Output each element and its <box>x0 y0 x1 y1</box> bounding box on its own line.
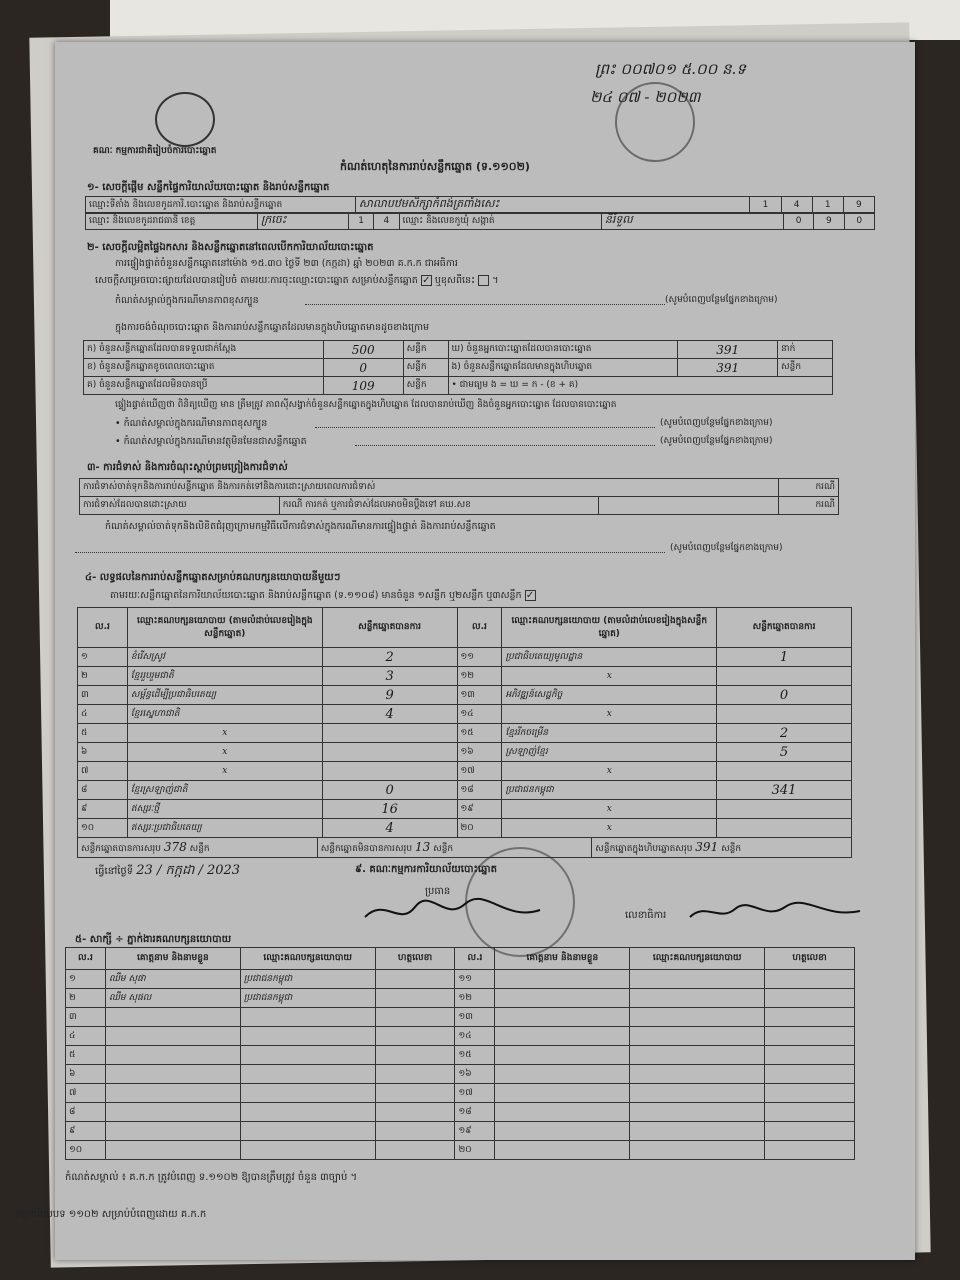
chair-label: ប្រធាន <box>425 886 451 897</box>
witness-row <box>66 1084 855 1103</box>
witness-name <box>495 1084 630 1103</box>
count-label: ឃ) ចំនួនអ្នកបោះឆ្នោតដែលបានបោះឆ្នោត <box>448 341 678 359</box>
count-formula: • ជាមធ្យម ង = ឃ = ក - (ខ + គ) <box>448 377 832 395</box>
party-votes: 4 <box>322 819 457 838</box>
witness-party <box>630 1122 765 1141</box>
nec-logo-icon <box>155 92 215 147</box>
count-label: គ) ចំនួនសន្លឹកឆ្នោតដែលមិនបានប្រើ <box>84 377 324 395</box>
location-label: ឈ្មោះទីតាំង និងលេខកូដការិ.បោះឆ្នោត និងរាប់សន្លឹកឆ្នោត <box>86 197 356 214</box>
party-votes <box>717 819 852 838</box>
section5-heading: ៥- សាក្សី ÷ ភ្នាក់ងារគណបក្សនយោបាយ <box>75 934 232 945</box>
party-name: ខ្មែរស្នេហាជាតិ <box>127 705 322 724</box>
section4-heading: ៤- លទ្ធផលនៃការរាប់សន្លឹកឆ្នោតសម្រាប់គណបក្សនយោបាយនីមួយៗ <box>85 572 341 583</box>
checkbox-yes-label: ឬខុសពីនេះ <box>434 275 476 286</box>
handwritten-date: ២៤ ០៧ - ២០២៣ <box>590 88 701 106</box>
witness-party <box>240 1103 375 1122</box>
witness-signature <box>765 1046 855 1065</box>
section1-table-row2 <box>85 212 875 230</box>
col-votes: សន្លឹកឆ្នោតបានការ <box>717 608 852 648</box>
party-name: ឥស្សរៈប្រជាធិបតេយ្យ <box>127 819 322 838</box>
chair-signature-icon <box>355 892 555 932</box>
row-no: ១៩ <box>457 800 502 819</box>
witness-party: ប្រជាជនកម្ពុជា <box>240 989 375 1008</box>
row-no: ២០ <box>457 819 502 838</box>
row-no: ២ <box>78 667 128 686</box>
witness-no: ១២ <box>455 989 495 1008</box>
row-no: ៧ <box>78 762 128 781</box>
witness-col-party: ឈ្មោះគណបក្សនយោបាយ <box>630 948 765 970</box>
checkbox-yes[interactable]: ✓ <box>422 275 431 286</box>
witness-no: ១៩ <box>455 1122 495 1141</box>
party-name: x <box>502 705 717 724</box>
party-name: x <box>502 800 717 819</box>
count-value: 0 <box>323 359 403 377</box>
witness-signature <box>375 1084 455 1103</box>
party-votes: 1 <box>717 648 852 667</box>
witness-row <box>66 1122 855 1141</box>
check-note: ផ្ទៀងផ្ទាត់ឃើញថា ពិនិត្យឃើញ មាន ត្រឹមត្រូវ ភាពស៊ីសង្វាក់ចំនួនសន្លឹកឆ្នោតក្នុងហិបឆ្នោត ដែលបានរាប់ឃើញ និងចំនួនអ្នកបោះឆ្នោត ដែលបានបោះឆ្នោត <box>115 400 617 410</box>
checkbox-no[interactable] <box>478 275 489 286</box>
party-votes: 16 <box>322 800 457 819</box>
party-name: ឥស្សរៈថ្មី <box>127 800 322 819</box>
party-name: ប្រជាធិបតេយ្យមូលដ្ឋាន <box>502 648 717 667</box>
party-votes: 4 <box>322 705 457 724</box>
result-row <box>78 705 852 724</box>
code-digit: 1 <box>750 197 781 214</box>
col-votes: សន្លឹកឆ្នោតបានការ <box>322 608 457 648</box>
total-valid-cell <box>78 838 318 858</box>
secretary-signature-icon <box>685 897 865 927</box>
witness-party <box>630 1065 765 1084</box>
witness-name <box>105 1103 240 1122</box>
witness-signature <box>765 1084 855 1103</box>
fill-note: (សូមបំពេញបន្ថែមផ្នែកខាងក្រោម) <box>665 295 778 305</box>
party-votes: 3 <box>322 667 457 686</box>
checkbox-no-label: ។ <box>492 275 499 286</box>
result-row <box>78 724 852 743</box>
witness-name <box>105 1046 240 1065</box>
bullet-foreign-objects: • កំណត់សម្គាល់ក្នុងករណីមានវត្ថុមិនមែនជាសន្លឹកឆ្នោត <box>115 436 307 447</box>
witness-signature <box>765 989 855 1008</box>
form-sheet <box>15 42 915 1260</box>
section3-heading: ៣- ការជំទាស់ និងការចំណុះស្តាប់ព្រមព្រៀងការជំទាស់ <box>87 462 288 473</box>
date-row <box>95 862 240 881</box>
total-valid-value: 378 <box>163 839 187 854</box>
party-name: អភិវឌ្ឍន៍សេដ្ឋកិច្ច <box>502 686 717 705</box>
witness-party <box>630 1103 765 1122</box>
complaints-table <box>79 478 839 515</box>
province-label: ឈ្មោះ និងលេខកូដរាជធានី ខេត្ត <box>86 213 258 230</box>
witness-name <box>105 1084 240 1103</box>
witness-col-name: គោត្តនាម និងនាមខ្លួន <box>105 948 240 970</box>
witness-signature <box>765 1008 855 1027</box>
bullet-irregularity: • កំណត់សម្គាល់ក្នុងករណីមានភាពខុសក្បួន <box>115 418 268 429</box>
party-name: សម្ព័ន្ធដើម្បីប្រជាធិបតេយ្យ <box>127 686 322 705</box>
witness-party <box>630 970 765 989</box>
row-no: ១០ <box>78 819 128 838</box>
party-votes <box>322 743 457 762</box>
witness-name <box>105 1065 240 1084</box>
witness-signature <box>765 1065 855 1084</box>
party-name: x <box>502 762 717 781</box>
total-invalid-value: 13 <box>414 839 431 854</box>
row-no: ៦ <box>78 743 128 762</box>
party-votes: 9 <box>322 686 457 705</box>
province-value: ក្រចេះ <box>257 213 348 230</box>
party-votes <box>717 705 852 724</box>
witness-name <box>495 1008 630 1027</box>
count-value: 391 <box>678 341 778 359</box>
witness-signature <box>765 970 855 989</box>
results-table <box>77 607 852 838</box>
count-label: ក) ចំនួនសន្លឹកឆ្នោតដែលបានទទួលជាក់ស្តែង <box>84 341 324 359</box>
party-name: x <box>127 743 322 762</box>
table-intro: ក្នុងការចង់ចំណុចបោះឆ្នោត និងការរាប់សន្លឹកឆ្នោតដែលមានក្នុងហិបឆ្នោតមានដូចខាងក្រោម <box>115 322 430 333</box>
witness-name <box>495 1141 630 1160</box>
witness-party <box>240 1084 375 1103</box>
row-no: ៣ <box>78 686 128 705</box>
witness-no: ៨ <box>66 1103 106 1122</box>
party-votes <box>717 800 852 819</box>
result-row <box>78 743 852 762</box>
witness-row <box>66 1141 855 1160</box>
witness-signature <box>765 1122 855 1141</box>
count-label: ង) ចំនួនសន្លឹកឆ្នោតដែលមានក្នុងហិបឆ្នោត <box>448 359 678 377</box>
row-no: ៩ <box>78 800 128 819</box>
witness-no: ១៨ <box>455 1103 495 1122</box>
witness-party <box>630 1027 765 1046</box>
foreign-objects-line[interactable] <box>355 445 655 446</box>
results-body <box>78 648 852 838</box>
witness-signature <box>375 1103 455 1122</box>
witness-name <box>495 1027 630 1046</box>
row-no: ១១ <box>457 648 502 667</box>
reason-label: កំណត់សម្គាល់ក្នុងករណីមានភាពខុសក្បួន <box>115 295 259 306</box>
witness-name <box>495 970 630 989</box>
count-value: 391 <box>678 359 778 377</box>
count-label: ខ) ចំនួនសន្លឹកឆ្នោតខូចពេលបោះឆ្នោត <box>84 359 324 377</box>
count-unit: នាក់ <box>778 341 833 359</box>
witness-signature <box>765 1103 855 1122</box>
sheets-checkbox[interactable]: ✓ <box>525 590 535 601</box>
col-no: ល.រ <box>457 608 502 648</box>
party-name: ខ្មែររួបរួមជាតិ <box>127 667 322 686</box>
witness-no: ៤ <box>66 1027 106 1046</box>
complaints-row2-label: ការជំទាស់ដែលបានដោះស្រាយ <box>80 497 280 515</box>
witness-signature <box>375 1122 455 1141</box>
location-value: សាលាបឋមសិក្សាកំពង់ត្រពាំងសេះ <box>355 197 750 214</box>
witness-party <box>630 1084 765 1103</box>
section2-heading: ២- សេចក្តីលម្អិតផ្ទៃឯកសារ និងសន្លឹកឆ្នោតនៅពេលបើកការិយាល័យបោះឆ្នោត <box>87 242 374 253</box>
witness-signature <box>375 989 455 1008</box>
agency-name: គណៈ កម្មការជាតិរៀបចំការបោះឆ្នោត <box>93 146 217 156</box>
footer-note: កំណត់សម្គាល់ ៖ គ.ក.ក ត្រូវបំពេញ ទ.១១០២ ឱ្យបានត្រឹមត្រូវ ចំនួន ៣ច្បាប់ ។ <box>65 1172 358 1183</box>
row-no: ៨ <box>78 781 128 800</box>
count-value: 109 <box>323 377 403 395</box>
row-no: ១ <box>78 648 128 667</box>
total-invalid-label: សន្លឹកឆ្នោតមិនបានការសរុប <box>320 843 413 854</box>
committee-label: ៩. គណៈកម្មការការិយាល័យបោះឆ្នោត <box>355 864 497 875</box>
section1-heading: ១- សេចក្តីផ្តើម សន្លឹកផ្ទៃការិយាល័យបោះឆ្នោត និងរាប់សន្លឹកឆ្នោត <box>87 182 330 193</box>
witness-signature <box>375 1008 455 1027</box>
witness-signature <box>375 970 455 989</box>
complaints-note: កំណត់សម្គាល់ចាត់ទុកនិងលិខិតជំរុញក្រោមកម្មវិធីលើការជំទាស់ក្នុងករណីមានការផ្ទៀងផ្ទាត់ និងការរាប់សន្លឹកឆ្នោត <box>105 521 496 532</box>
result-row <box>78 781 852 800</box>
witness-row <box>66 1008 855 1027</box>
witness-party <box>240 1008 375 1027</box>
complaints-row2-mid: ករណី ការកត់ ឬការជំទាស់ដែលអាចមិនប្តឹងទៅ គឃ.សខ <box>279 497 599 515</box>
date-label: ធ្វើនៅថ្ងៃទី <box>95 866 134 877</box>
witness-party <box>240 1027 375 1046</box>
total-box-label: សន្លឹកឆ្នោតក្នុងហិបឆ្នោតសរុប <box>595 843 693 854</box>
witness-name <box>495 1103 630 1122</box>
result-row <box>78 648 852 667</box>
party-name: ប្រជាជនកម្ពុជា <box>502 781 717 800</box>
party-votes: 0 <box>322 781 457 800</box>
witness-signature <box>765 1141 855 1160</box>
witness-party <box>630 989 765 1008</box>
witness-no: ៧ <box>66 1084 106 1103</box>
fill-note: (សូមបំពេញបន្ថែមផ្នែកខាងក្រោម) <box>670 543 783 553</box>
col-party: ឈ្មោះគណបក្សនយោបាយ (តាមលំដាប់លេខរៀងក្នុងសន្លឹកឆ្នោត) <box>502 608 717 648</box>
witness-no: ៦ <box>66 1065 106 1084</box>
witness-name <box>495 989 630 1008</box>
row-no: ១៤ <box>457 705 502 724</box>
witness-no: ៩ <box>66 1122 106 1141</box>
witness-row <box>66 970 855 989</box>
count-value: 500 <box>323 341 403 359</box>
party-name: ខំរើសស្រូវ <box>127 648 322 667</box>
witness-party <box>630 1008 765 1027</box>
row-no: ១៧ <box>457 762 502 781</box>
witness-party <box>240 1065 375 1084</box>
witness-no: ១៦ <box>455 1065 495 1084</box>
row-no: ១៥ <box>457 724 502 743</box>
witness-party <box>630 1046 765 1065</box>
commune-value: និរំទួល <box>601 213 783 230</box>
party-votes <box>717 667 852 686</box>
total-invalid-cell <box>317 838 592 858</box>
result-row <box>78 819 852 838</box>
witness-table <box>65 947 855 1160</box>
witness-no: ១០ <box>66 1141 106 1160</box>
section2-line2-text: សេចក្តីសម្រេចបោះផ្សាយដែលបានរៀបចំ តាមរយៈការចុះឈ្មោះបោះឆ្នោត សម្រាប់សន្លឹកឆ្នោត <box>95 275 418 286</box>
witness-signature <box>375 1065 455 1084</box>
witness-no: ៥ <box>66 1046 106 1065</box>
party-name: ខ្មែររីកចម្រើន <box>502 724 717 743</box>
party-name: ខ្មែរស្រឡាញ់ជាតិ <box>127 781 322 800</box>
party-name: x <box>502 667 717 686</box>
result-row <box>78 667 852 686</box>
totals-table <box>77 837 852 858</box>
party-votes: 0 <box>717 686 852 705</box>
official-seal-icon <box>615 82 695 162</box>
witness-row <box>66 989 855 1008</box>
witness-party <box>630 1141 765 1160</box>
party-name: ស្រឡាញ់ខ្មែរ <box>502 743 717 762</box>
count-unit: សន្លឹក <box>778 359 833 377</box>
row-no: ១៦ <box>457 743 502 762</box>
total-box-cell <box>592 838 852 858</box>
total-box-value: 391 <box>695 839 719 854</box>
witness-col-party: ឈ្មោះគណបក្សនយោបាយ <box>240 948 375 970</box>
witness-no: ៣ <box>66 1008 106 1027</box>
section2-line1: ការផ្ទៀងផ្ទាត់ចំនួនសន្លឹកឆ្នោតនៅម៉ោង ១៥.៣០ ថ្ងៃទី ២៣ (កក្កដា) ឆ្នាំ ២០២៣ គ.ក.ក ជាអធិការ <box>115 258 458 269</box>
complaints-row1-count: ករណី <box>779 479 839 497</box>
reason-line[interactable] <box>305 304 665 305</box>
witness-name <box>495 1122 630 1141</box>
commune-label: ឈ្មោះ និងលេខកូឃុំ សង្កាត់ <box>399 213 601 230</box>
section4-intro-text: តាមរយៈសន្លឹកឆ្នោតនៃការិយាល័យបោះឆ្នោត និងរាប់សន្លឹកឆ្នោត (ទ.១១០៨) មានចំនួន ១សន្លឹក ឬ២សន្លឹក ឬ៣សន្លឹក <box>110 590 522 601</box>
witness-no: ១៣ <box>455 1008 495 1027</box>
witness-row <box>66 1065 855 1084</box>
witness-name <box>495 1046 630 1065</box>
complaints-row1-label: ការជំទាស់ចាត់ទុកនិងការរាប់សន្លឹកឆ្នោត និងការកត់ទៅនិងការដោះស្រាយពេលការជំទាស់ <box>80 479 779 497</box>
code-digit: 9 <box>843 197 874 214</box>
fill-note: (សូមបំពេញបន្ថែមផ្នែកខាងក្រោម) <box>660 436 773 446</box>
witness-body <box>66 970 855 1160</box>
witness-signature <box>375 1141 455 1160</box>
party-votes: 341 <box>717 781 852 800</box>
party-votes: 2 <box>717 724 852 743</box>
date-value: 23 / កក្កដា / 2023 <box>136 863 241 878</box>
party-votes: 2 <box>322 648 457 667</box>
row-no: ១២ <box>457 667 502 686</box>
witness-name <box>105 1122 240 1141</box>
complaints-row2-blank <box>599 497 779 515</box>
commune-code: 0 <box>783 213 813 230</box>
party-votes <box>322 762 457 781</box>
total-invalid-unit: សន្លឹក <box>433 843 454 854</box>
code-digit: 4 <box>781 197 812 214</box>
party-votes <box>322 724 457 743</box>
col-party: ឈ្មោះគណបក្សនយោបាយ (តាមលំដាប់លេខរៀងក្នុងសន្លឹកឆ្នោត) <box>127 608 322 648</box>
witness-name <box>105 1027 240 1046</box>
form-title: កំណត់ហេតុនៃការរាប់សន្លឹកឆ្នោត (ទ.១១០២) <box>340 160 530 173</box>
commune-code: 0 <box>844 213 874 230</box>
witness-no: ១៧ <box>455 1084 495 1103</box>
result-row <box>78 800 852 819</box>
result-row <box>78 762 852 781</box>
witness-name <box>495 1065 630 1084</box>
row-no: ៤ <box>78 705 128 724</box>
witness-no: ១៥ <box>455 1046 495 1065</box>
witness-row <box>66 1103 855 1122</box>
handwritten-code: ព្រះ ០០៧០១ ៥.០០ ន.ទ <box>595 60 746 78</box>
total-valid-label: សន្លឹកឆ្នោតបានការសរុប <box>81 843 161 854</box>
witness-col-name: គោត្តនាម និងនាមខ្លួន <box>495 948 630 970</box>
count-table <box>83 340 833 395</box>
witness-no: ២០ <box>455 1141 495 1160</box>
witness-signature <box>375 1046 455 1065</box>
witness-party <box>240 1046 375 1065</box>
witness-row <box>66 1046 855 1065</box>
party-name: x <box>127 762 322 781</box>
count-unit: សន្លឹក <box>403 341 448 359</box>
witness-name: ឈឹម សុផល <box>105 989 240 1008</box>
party-name: x <box>127 724 322 743</box>
witness-col-sign: ហត្ថលេខា <box>375 948 455 970</box>
count-unit: សន្លឹក <box>403 377 448 395</box>
result-row <box>78 686 852 705</box>
witness-col-no: ល.រ <box>455 948 495 970</box>
witness-name <box>105 1008 240 1027</box>
complaints-row2-count: ករណី <box>779 497 839 515</box>
section4-intro <box>110 589 536 603</box>
party-name: x <box>502 819 717 838</box>
witness-no: ១៤ <box>455 1027 495 1046</box>
witness-party <box>240 1122 375 1141</box>
secretary-label-text: លេខាធិការ <box>625 910 667 921</box>
witness-signature <box>765 1027 855 1046</box>
row-no: ១៨ <box>457 781 502 800</box>
count-unit: សន្លឹក <box>403 359 448 377</box>
witness-name: ឈឹម សុផា <box>105 970 240 989</box>
irregularity-line[interactable] <box>315 427 655 428</box>
party-votes: 5 <box>717 743 852 762</box>
province-code: 4 <box>374 213 399 230</box>
complaints-line[interactable] <box>75 552 665 553</box>
province-code: 1 <box>348 213 373 230</box>
witness-no: ១១ <box>455 970 495 989</box>
section2-line2 <box>95 274 499 288</box>
fill-note: (សូមបំពេញបន្ថែមផ្នែកខាងក្រោម) <box>660 418 773 428</box>
witness-col-sign: ហត្ថលេខា <box>765 948 855 970</box>
party-votes <box>717 762 852 781</box>
code-digit: 1 <box>812 197 843 214</box>
witness-party: ប្រជាជនកម្ពុជា <box>240 970 375 989</box>
witness-col-no: ល.រ <box>66 948 106 970</box>
total-box-unit: សន្លឹក <box>721 843 742 854</box>
witness-no: ១ <box>66 970 106 989</box>
witness-name <box>105 1141 240 1160</box>
witness-no: ២ <box>66 989 106 1008</box>
witness-row <box>66 1027 855 1046</box>
row-no: ៥ <box>78 724 128 743</box>
commune-code: 9 <box>814 213 844 230</box>
total-valid-unit: សន្លឹក <box>189 843 210 854</box>
witness-party <box>240 1141 375 1160</box>
witness-signature <box>375 1027 455 1046</box>
row-no: ១៣ <box>457 686 502 705</box>
col-no: ល.រ <box>78 608 128 648</box>
form-footer: ទម្រង់បែបបទ ១១០២ សម្រាប់បំពេញដោយ គ.ក.ក <box>15 1209 207 1220</box>
